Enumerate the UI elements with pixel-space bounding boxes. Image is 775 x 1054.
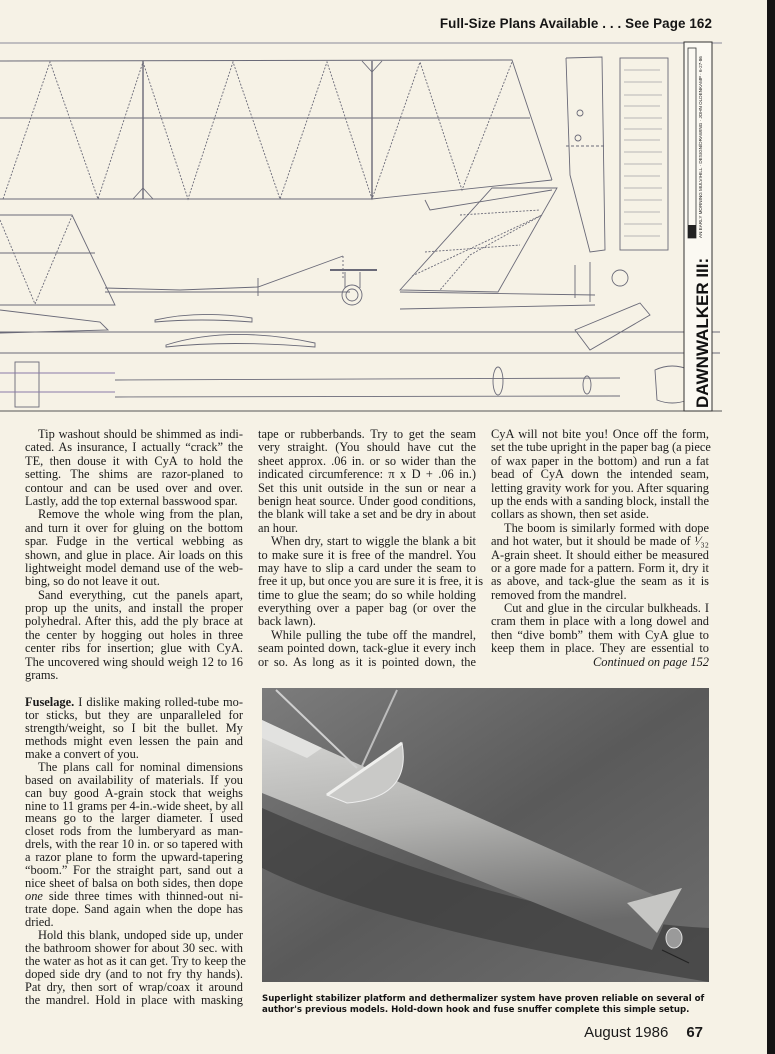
- text-line: strength/weight, so I bit the bullet. My: [25, 720, 243, 735]
- text-line: trate dope. Sand again when the dope has: [25, 902, 243, 916]
- text-line: prop up the units, and install the proper: [25, 601, 243, 616]
- text-line: drels, with the rear 10 in. or so tapered with: [25, 837, 243, 852]
- run-in-heading: Fuselage.: [25, 695, 75, 709]
- text-line: shown, and glue in place. Air loads on this: [25, 547, 243, 562]
- text-line: nine to 11 grams per 4-in.-wide sheet, by all: [25, 798, 244, 813]
- text-line: Cut and glue in the circular bulkheads. I: [504, 601, 709, 616]
- text-line: The uncovered wing should weigh 12 to 16: [25, 654, 243, 669]
- text-line: bead of CyA down the intended seam,: [491, 467, 709, 482]
- text-column-2: [258, 427, 484, 669]
- text-line: grams.: [25, 668, 59, 683]
- text-line: collars as shown, then set aside.: [491, 507, 649, 522]
- issue-date: August 1986: [584, 1024, 669, 1041]
- wing-airfoil: [166, 334, 315, 347]
- text-line: Set this unit outside in the sun or near a: [258, 480, 476, 495]
- text-line: removed from the mandrel.: [491, 587, 627, 602]
- text-line: CyA will not bite you! Once off the form,: [491, 427, 709, 441]
- text-line: When dry, start to wiggle the blank a bit: [271, 534, 476, 549]
- text-line: and hot water, but it should be made of ¹⁄₃₂: [491, 534, 709, 549]
- continued-note: Continued on page 152: [593, 654, 709, 669]
- title-block: [684, 42, 712, 411]
- text-line: seam pointed down, tack-glue it every inch: [258, 641, 476, 656]
- text-line: make a convert of you.: [25, 746, 139, 761]
- text-line: cram them in place with a long dowel and: [491, 614, 709, 629]
- text-line: back lawn).: [258, 614, 316, 629]
- text-line: bing, so do not leave it out.: [25, 574, 160, 589]
- text-line: center ribs for insertion; glue with CyA.: [25, 641, 243, 656]
- text-run: side three times with thinned-out ni-: [42, 889, 243, 904]
- text-line: The plans call for nominal dimensions: [38, 759, 243, 774]
- text-column-1-bottom: [25, 695, 246, 1007]
- text-line: free it up, but once you are sure it is free, it is: [258, 574, 484, 589]
- text-line: Tip washout should be shimmed as indi-: [38, 427, 243, 441]
- hook-platform-detail: [575, 303, 650, 350]
- stab-airfoil: [155, 314, 252, 322]
- photo-caption: [262, 994, 714, 1016]
- text-line: The boom is similarly formed with dope: [504, 520, 709, 535]
- fuselage-collar-section: [330, 270, 377, 305]
- fuselage-photo: [262, 688, 709, 982]
- text-line: A-grain sheet. It should either be measured: [491, 547, 709, 562]
- text-line: spar. Fudge in the vertical webbing as: [25, 534, 243, 549]
- fuse-snuffer-tube: [666, 928, 682, 948]
- page-number: 67: [686, 1024, 703, 1041]
- text-column-3: [491, 428, 709, 669]
- emphasis: one: [25, 889, 43, 904]
- text-line: setting. The shims are razor-planed to: [25, 467, 243, 482]
- text-line: as above, and tack-glue the seam as it is: [491, 574, 709, 589]
- caption-line: Superlight stabilizer platform and dethermalizer system have proven reliable on several of: [262, 994, 705, 1004]
- text-line: tor sticks, but they are unparalleled for: [25, 707, 243, 722]
- text-line: nice sheet of balsa on both sides, then dope: [25, 876, 243, 891]
- text-line: to make sure it is free of the mandrel. You: [258, 547, 476, 562]
- text-line: the water as hot as it can get. Try to keep the: [25, 953, 246, 968]
- text-line: of wax paper in the bottom) and run a fat: [491, 453, 709, 468]
- dihedral-view: [105, 256, 350, 296]
- text-line: polyhedral. After this, add the ply brace at: [25, 614, 243, 629]
- plan-legend-box: [620, 58, 668, 250]
- stab-platform-plan: [566, 57, 628, 302]
- text-line: then “dive bomb” them with CyA glue to: [491, 627, 709, 642]
- text-line: sheet approx. .06 in. or so wider than the: [258, 453, 476, 468]
- fin-plan: [400, 188, 557, 292]
- text-line: the mandrel. Hold in place with masking: [25, 992, 243, 1007]
- text-line: may have to slip a card under the seam to: [258, 560, 476, 575]
- plan-credit: AN EARLY MORNING MULVIHILL · DESIGN/DRAWING · JOHN OLDENKAMP · 6-27-86: [698, 56, 703, 238]
- text-line: contour and can be used over and over.: [25, 480, 243, 495]
- text-column-1-top: [25, 428, 243, 682]
- text-line: or so. As long as it is pointed down, the: [258, 654, 476, 669]
- wing-tip-plan: [0, 215, 115, 333]
- text-line: TE, then douse it with CyA to hold the: [25, 453, 243, 468]
- plans-notice: Full-Size Plans Available . . . See Page 162: [439, 16, 712, 31]
- text-line: doped side dry (and to not fry thy hands).: [25, 966, 243, 981]
- text-line: based on availability of materials. If you: [25, 772, 243, 787]
- text-line: cated. As insurance, I actually “crack” the: [25, 440, 243, 455]
- text-line: everything over a paper bag (or over the: [258, 601, 476, 616]
- text-line: very straight. (You should have cut the: [258, 440, 476, 455]
- text-line: [25, 696, 243, 709]
- text-line: the blank will take a set and be dry in about: [258, 507, 476, 522]
- text-line: closet rods from the lumberyard as man-: [25, 824, 243, 839]
- text-line: tape or rubberbands. Try to get the seam: [258, 427, 476, 441]
- text-line: time to glue the seam; do so while holding: [258, 587, 476, 602]
- text-line: means go to the larger diameter. I used: [25, 811, 243, 826]
- text-line: methods might even lessen the pain and: [25, 733, 243, 748]
- text-line: lightweight model demand use of the web-: [25, 560, 243, 575]
- text-line: While pulling the tube off the mandrel,: [271, 627, 476, 642]
- text-line: a razor plane to form the upward-tapering: [25, 850, 243, 865]
- text-line: up the ends with a sanding block, install the: [491, 493, 709, 508]
- text-line: and turn it over for gluing on the bottom: [25, 520, 243, 535]
- text-line: benign heat source. Under good conditions,: [258, 493, 476, 508]
- text-line: can buy good A-grain stock that weighs: [25, 785, 243, 800]
- text-line: letting gravity work for you. After squaring: [491, 480, 709, 495]
- text-line: an hour.: [258, 520, 298, 535]
- text-line: Hold this blank, undoped side up, under: [38, 927, 243, 942]
- text-line: indicated circumference: π x D + .06 in.): [258, 467, 476, 482]
- text-line: “boom.” For the straight part, sand out a: [25, 863, 243, 878]
- text-line: the center by hogging out holes in three: [25, 627, 243, 642]
- text-line: or a gore made for a pattern. Form it, dry it: [491, 560, 709, 575]
- text-run: I dislike making rolled-tube mo-: [74, 695, 243, 709]
- text-line: the bathroom shower for about 30 sec. with: [25, 940, 243, 955]
- text-line: dried.: [25, 914, 54, 929]
- text-line: Remove the whole wing from the plan,: [38, 507, 243, 522]
- plan-drawing: [0, 40, 722, 414]
- page-footer: [584, 1024, 703, 1041]
- text-line: Sand everything, cut the panels apart,: [38, 587, 243, 602]
- wing-panel-plan: [0, 60, 552, 210]
- text-line: Pat dry, then sort of wrap/coax it around: [25, 979, 243, 994]
- text-line: keep them in place. They are essential to: [491, 641, 709, 656]
- text-line: set the tube upright in the paper bag (a piece: [491, 440, 711, 455]
- motor-stick-side-view: [0, 292, 720, 407]
- page-edge-shadow: [767, 0, 775, 1054]
- text-line: Lastly, add the top external basswood spar.: [25, 493, 238, 508]
- plan-title: DAWNWALKER III:: [693, 257, 712, 408]
- caption-line: author's previous models. Hold-down hook and fuse snuffer complete this simple setup.: [262, 1005, 690, 1015]
